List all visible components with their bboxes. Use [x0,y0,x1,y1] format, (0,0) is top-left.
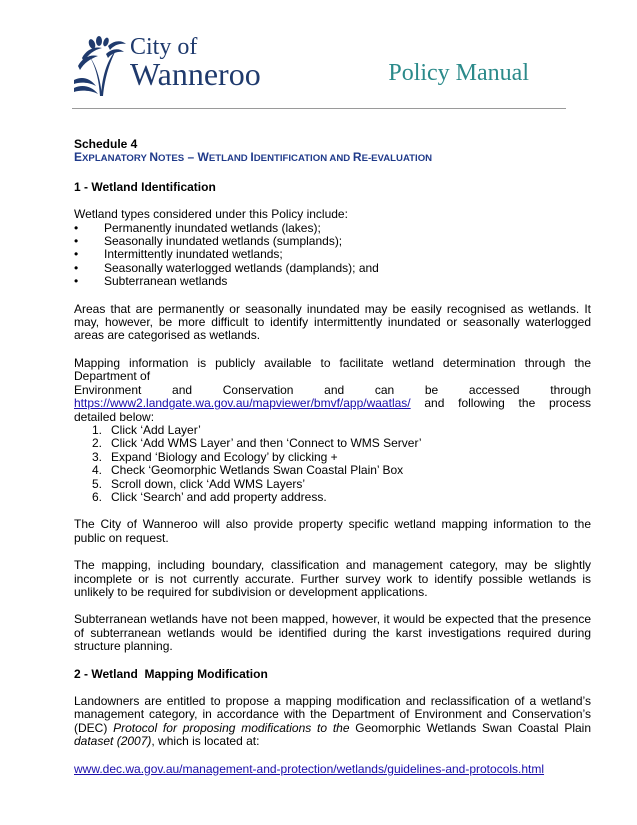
schedule-subtitle [74,151,591,165]
step-number: 4. [92,463,103,478]
step-number: 5. [92,476,103,491]
list-item: • Seasonally waterlogged wetlands (damplands); and [74,262,591,275]
step-text: Check ‘Geomorphic Wetlands Swan Coastal Plain’ Box [111,463,404,478]
step-text: Click ‘Search’ and add property address. [111,489,327,504]
document-body [74,138,591,776]
subtitle-part: I [250,150,254,165]
inundation-paragraph: Areas that are permanently or seasonally inundated may be easily recognised as wetlands. It may, however, be more difficult to identify intermittently inundated or seasonally waterlogged areas are categorised as wetlands. [74,301,591,343]
logo-wanneroo: Wanneroo [130,56,261,92]
step-number: 3. [92,449,103,464]
dec-link-paragraph [74,763,591,776]
list-item: • Seasonally inundated wetlands (sumplands); [74,235,591,248]
dataset-title: dataset (2007) [74,734,152,749]
section-1-heading: 1 - Wetland Identification [74,179,216,194]
policy-manual-title: Policy Manual [388,60,529,86]
list-item [74,437,591,450]
protocol-title: Protocol for proposing modifications to the [113,720,350,735]
step-number: 6. [92,489,103,504]
step-text: Expand ‘Biology and Ecology’ by clicking + [111,449,338,464]
list-item [74,478,591,491]
list-item [74,464,591,477]
list-item [74,451,591,464]
list-item: • Subterranean wetlands [74,275,591,288]
list-item [74,424,591,437]
mapping-accuracy-paragraph: The mapping, including boundary, classification and management category, may be slightly incomplete or is not currently accurate. Further survey work to identify possible wetlands is unlikely to be required for subdivision or development applications. [74,558,591,599]
modification-text: Landowners are entitled to propose a mapping modification and reclassification of a wetland’s management category, in accordance with the Department of Environment and Conservation’s (DEC) [74,694,591,735]
subtitle-part: N [149,150,159,165]
step-text: Click ‘Add Layer’ [111,422,201,437]
subtitle-part: DENTIFICATION AND [253,153,353,165]
wetland-types-intro: Wetland types considered under this Policy include: [74,207,348,222]
subtitle-part: E [74,150,83,165]
mapping-tail: and following the process detailed below: [74,396,591,424]
city-mapping-paragraph: The City of Wanneroo will also provide property specific wetland mapping information to the public on request. [74,517,591,545]
subtitle-part: ETLAND [208,153,251,165]
subtitle-part: R [352,150,362,165]
list-item: • Intermittently inundated wetlands; [74,248,591,261]
step-number: 2. [92,436,103,451]
section-2-heading: 2 - Wetland Mapping Modification [74,666,268,681]
mapping-line-2: Environment and Conservation and can be accessed through [74,382,591,397]
header-divider [72,108,566,109]
mapping-paragraph [74,357,591,424]
subtitle-part: XPLANATORY [82,153,150,165]
landgate-link[interactable]: https://www2.landgate.wa.gov.au/mapviewer/bmvf/app/waatlas/ [74,396,411,411]
schedule-title: Schedule 4 [74,137,138,151]
list-item [74,491,591,504]
step-number: 1. [92,422,103,437]
subtitle-part: W [197,150,209,165]
logo-city-of: City of [130,34,198,60]
step-text: Scroll down, click ‘Add WMS Layers’ [111,476,306,491]
wetland-plant-icon [72,36,128,98]
subtitle-part: – [184,150,198,165]
mapping-steps-list [74,424,591,504]
step-text: Click ‘Add WMS Layer’ and then ‘Connect to WMS Server’ [111,436,422,451]
wetland-types-list [74,222,591,289]
subtitle-part: OTES [158,153,185,165]
subtitle-part: E-EVALUATION [361,153,433,165]
modification-text: Geomorphic Wetlands Swan Coastal Plain [349,720,591,735]
modification-text: , which is located at: [151,734,260,749]
dec-guidelines-link[interactable]: www.dec.wa.gov.au/management-and-protection/wetlands/guidelines-and-protocols.html [74,761,545,776]
modification-paragraph [74,695,591,749]
list-item: • Permanently inundated wetlands (lakes); [74,222,591,235]
mapping-line-1: Mapping information is publicly available to facilitate wetland determination through the Department of [74,355,591,384]
subterranean-paragraph: Subterranean wetlands have not been mapped, however, it would be expected that the presence of subterranean wetlands would be identified during the karst investigations required during structure planning. [74,612,591,654]
